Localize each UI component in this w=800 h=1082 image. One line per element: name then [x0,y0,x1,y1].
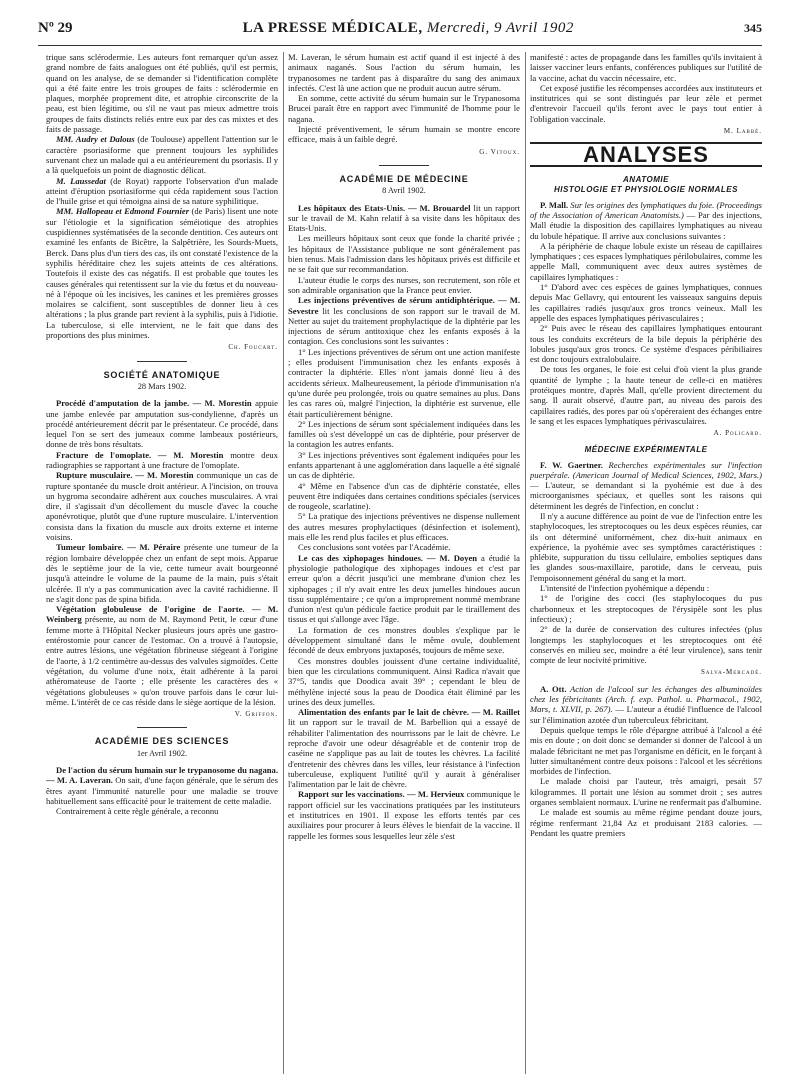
paragraph: A. Ott. Action de l'alcool sur les échanges des albuminoïdes chez les fébricitants (Arch. f. exp. Pathol. u. Pharmacol., 1902, Mars, t. XLVII, p. 267). — L'auteur a étudié l'influence de l'alcool sur l'élimination azotée d'un tuberculeux fébricitant. [530,683,762,725]
paragraph: 5° La pratique des injections préventives ne dispense nullement des autres mesures prophylactiques (désinfection et isolement), mais elle les rend plus faciles et plus efficaces. [288,511,520,543]
paragraph: Tumeur lombaire. — M. Péraire présente une tumeur de la région lombaire développée chez un enfant de sept mois. Apparue dès le septième jour de la vie, cette tumeur avait bourgeonné jusqu'à atteindre le volume de la paume de la main, puis s'était ulcérée. Il n'y a pas communication avec la cavité rachidienne. Il ne s'agit donc pas de spina bifida. [46,542,278,604]
page-header [38,20,762,42]
section-date: 8 Avril 1902. [382,186,426,196]
paragraph: Végétation globuleuse de l'origine de l'aorte. — M. Weinberg présente, au nom de M. Raymond Petit, le cœur d'une femme morte à l'Hôpital Necker plusieurs jours après une gastro-entérostomie pour cancer de l'estomac. On a trouvé à l'autopsie, entre autres lésions, une végétation fibrineuse siégeant à l'origine de l'aorte, à 1/2 centimètre au-dessus des valvules sigmoïdes. Cette végétation, du volume d'une noix, était adhérente à la paroi athéromateuse de l'aorte ; elle présente les caractères des « végétations globuleuses » qu'on trouve parfois dans le cœur lui-même. L'intérêt de ce cas réside dans le siège aortique de la lésion. [46,604,278,707]
paragraph: Rapport sur les vaccinations. — M. Hervieux communique le rapport officiel sur les vaccinations pratiquées par les instituteurs et institutrices en 1901. Il expose les efforts tentés par ces auxiliaires pour procurer à leurs élèves le bienfait de la vaccine. Il rappelle les formes sous lesquelles leur zèle s'est [288,789,520,841]
paragraph: Alimentation des enfants par le lait de chèvre. — M. Raillet lit un rapport sur le travail de M. Barbellion qui a essayé de réhabiliter l'alimentation des nourrissons par le lait de chèvre. Le reproche d'avoir une odeur désagréable et de contenir trop de caséine ne s'applique pas au lait de toutes les chèvres. La facilité d'entretenir des chèvres dans les villes, leur résistance à l'infection tuberculeuse, expliquent l'utilité qu'il y aurait à généraliser l'alimentation par le lait de chèvre. [288,707,520,790]
paragraph: 1° D'abord avec ces espèces de gaines lymphatiques, connues depuis Mac Gellavry, qui entourent les vaisseaux sanguins depuis les capillaires radiés jusqu'aux gros troncs veineux. Mall les appelle des espaces lymphatiques périvasculaires ; [530,282,762,323]
paragraph: Fracture de l'omoplate. — M. Morestin montre deux radiographies se rapportant à une fracture de l'omoplate. [46,449,278,470]
signature: M. Labbé. [723,127,762,136]
paragraph: Cet exposé justifie les récompenses accordées aux instituteurs et institutrices qui se sont distingués par leur zèle et permet d'entrevoir l'accueil qu'ils feront avec le pays tout entier à l'obligation vaccinale. [530,82,762,124]
paragraph: De l'action du sérum humain sur le trypanosome du nagana. — M. A. Laveran. On sait, d'une façon générale, que le sérum des êtres ayant l'immunité naturelle pour une maladie se trouve habituellement sans efficacité pour le traitement de cette maladie. [46,765,278,806]
paragraph: 3° Les injections préventives sont également indiquées pour les enfants appartenant à une agglomération dans laquelle a été signalé un cas de diphtérie. [288,449,520,481]
signature: G. Vitoux. [479,147,520,156]
section-heading: ACADÉMIE DE MÉDECINE [339,173,469,184]
paragraph: Injecté préventivement, le sérum humain se montre encore efficace, mais à un faible degré. [288,124,520,145]
column-rule [283,52,284,1074]
paragraph: La formation de ces monstres doubles s'explique par le développement simultané dans le même ovule, doublement fécondé de deux embryons juxtaposés, toujours de même sexe. [288,624,520,656]
paragraph: 4° Même en l'absence d'un cas de diphtérie constatée, elles peuvent être indiquées dans certaines conditions spéciales (services de rougeole, scarlatine). [288,480,520,512]
paragraph: 1° Les injections préventives de sérum ont une action manifeste ; elles produisent l'immunisation chez les enfants exposés à contracter la diphtérie. Elles n'ont jamais donné lieu à des accidents sérieux. Malheureusement, la période d'immunisation n'a qu'une durée peu prolongée, trois ou quatre semaines au plus. Dans les cas rares où, malgré l'injection, la diphtérie est survenue, elle était particulièrement bénigne. [288,346,520,419]
paragraph: L'auteur étudie le corps des nurses, son recrutement, son rôle et son admirable organisation que la France peut envier. [288,274,520,295]
section-date: 1er Avril 1902. [136,748,188,758]
paragraph: En somme, cette activité du sérum humain sur le Trypanosoma Brucei paraît être en rapport avec l'immunité de l'homme pour le nagana. [288,93,520,124]
journal-date: Mercredi, 9 Avril 1902 [426,20,574,36]
paragraph: Le malade choisi par l'auteur, très amaigri, pesait 57 kilogrammes. Il portait une lésion au sommet droit ; ses autres organes semblaient normaux. L'urine ne renfermait pas d'albumine. [530,776,762,807]
signature: Salva-Mercadé. [701,668,762,677]
paragraph: 2° Puis avec le réseau des capillaires lymphatiques entourant tous les conduits excréteurs de la bile depuis la périphérie des lobules jusqu'aux gros troncs. Ce système d'espaces péribiliaires est donc toujours extralobulaire. [530,323,762,365]
signature: V. Griffon. [234,710,278,719]
column-right [530,52,762,1074]
paragraph: MM. Hallopeau et Edmond Fournier (de Paris) lisent une note sur l'étiologie et la signification séméiotique des atrophies cuspidiennes systématisées de la seconde dentition. Ces auteurs ont examiné les enfants de Bicêtre, la Salpêtrière, les Sourds-Muets, Berck. Dans plus d'un tiers des cas, ils ont constaté l'existence de la syphilis héréditaire chez les sujets atteints de ces altérations. Toutefois il existe des cas négatifs. Il est probable que toutes les causes générales qui retentissent sur la vie du fœtus et du nouveau-né à l'époque où les incisives, les canines et les premières grosses molaires se calcifient, sont susceptibles de donner lieu à ces altérations ; la plus grande part revient à la syphilis, puis à l'idiotie. La tuberculose, si elle intervient, ne le fait que dans des proportions des plus minimes. [46,206,278,341]
column-rule [525,52,526,1074]
paragraph: Contrairement à cette règle générale, a reconnu [56,806,219,817]
paragraph: Le malade est soumis au même régime pendant douze jours, régime renfermant 21,84 Az et produisant 2183 calories. — Pendant les quatre premiers [530,807,762,838]
journal-title [243,20,574,37]
paragraph: Les injections préventives de sérum antidiphtérique. — M. Sevestre lit les conclusions de son rapport sur le travail de M. Netter au sujet du traitement prophylactique de la diphtérie par les injections de sérum antitoxique chez les enfants exposés à la contagion. Ces conclusions sont les suivantes : [288,295,520,347]
subsection-heading: ANATOMIE [623,174,669,184]
paragraph: Depuis quelque temps le rôle d'épargne attribué à l'alcool a été mis en doute ; on doit donc se demander si donner de l'alcool à un malade fébricitant ne met pas l'organisme en déficit, en le forçant à lutter simultanément contre deux poisons : l'alcool et les sécrétions morbides de l'infection. [530,724,762,777]
signature: A. Policard. [713,429,762,438]
paragraph: De tous les organes, le foie est celui d'où vient la plus grande quantité de lymphe ; la haute teneur de celle-ci en matières protéiques montre, d'après Mall, qu'elle provient directement du sang. Il aurait observé, d'autre part, au niveau des parois des capillaires radiés, des pores par où s'opéreraient des échanges entre le sang et les espaces lymphatiques périvasculaires. [530,364,762,426]
paragraph: Les hôpitaux des Etats-Unis. — M. Brouardel lit un rapport sur le travail de M. Kahn relatif à sa visite dans les hôpitaux des Etats-Unis. [288,202,520,234]
column-left [46,52,278,1074]
section-heading: SOCIÉTÉ ANATOMIQUE [103,369,221,380]
paragraph: Il n'y a aucune différence au point de vue de l'infection entre les staphylocoques, les streptocoques ou les deux espèces réunies, car ils ont déterminé uniformément, chez dix-huit animaux en expérience, la pyohémie avec ses symptômes caractéristiques : phlébite, suppuration du tissu cellulaire, embolies septiques dans les glandes sous-maxillaire, parotide, dans le cerveau, puis l'empoisonnement général du sang et la mort. [530,510,762,583]
paragraph: Le cas des xiphopages hindoues. — M. Doyen a étudié la physiologie pathologique des xiphopages indoues et c'est par erreur qu'on a décrit jusqu'ici une membrane d'union chez les xiphopages ; il n'y avait entre les deux jumelles hindoues aucun tissu supplémentaire ; ce qu'on a improprement nommé membrane d'union n'est qu'un pédicule factice produit par le tiraillement des tissus et qui s'allonge avec l'âge. [288,552,520,625]
paragraph: trique sans sclérodermie. Les auteurs font remarquer qu'un assez grand nombre de faits analogues ont été publiés, qu'il est permis, quand on les analyse, de se demander si l'identification complète qui a été faite entre les trois groupes de faits : sclérodermie en plaques, morphée proprement dite, et atrophie circonscrite de la peau, est bien légitime, ou s'il ne vaut pas mieux admettre trois groupes de faits distincts reliés entre eux par des cas mixtes et des faits de passage. [46,52,278,135]
paragraph: Les meilleurs hôpitaux sont ceux que fonde la charité privée ; les hôpitaux de l'Assistance publique ne sont généralement pas bien tenus. Mais l'admission dans les hôpitaux privés est difficile et ne se fait que sur recommandation. [288,233,520,275]
paragraph: F. W. Gaertner. Recherches expérimentales sur l'infection puerpérale. (American Journal of Medical Sciences, 1902, Mars.) — L'auteur, se demandant si la pyohémie est due à des microorganismes spéciaux, et quelles sont les raisons qui déterminent les degrés de l'infection, en conclut : [530,459,762,511]
header-rule [38,45,762,46]
column-middle [288,52,520,1074]
paragraph: Ces monstres doubles jouissent d'une certaine individualité, bien que les circulations communiquent. Ainsi Radica n'avait que 37°5, tandis que Doodica avait 39° ; cependant le bleu de méthylène injecté sous la peau de Doodica était éliminé par les urines des deux jumelles. [288,655,520,707]
paragraph: manifesté : actes de propagande dans les familles qu'ils invitaient à laisser vacciner leurs enfants, conférences publiques sur l'utilité de la vaccine, achat du vaccin nécessaire, etc. [530,52,762,83]
section-heading: ACADÉMIE DES SCIENCES [94,736,230,747]
paragraph: 2° Les injections de sérum sont spécialement indiquées dans les familles où s'est développé un cas de diphtérie, pour préserver de la contagion les autres enfants. [288,418,520,450]
journal-name: LA PRESSE MÉDICALE, [242,20,423,36]
paragraph: Ces conclusions sont votées par l'Académie. [298,542,451,553]
paragraph: M. Laveran, le sérum humain est actif quand il est injecté à des animaux naganés. Sous l'action du sérum humain, les trypanosomes ne tardent pas à disparaître du sang des animaux infectés. C'est là une action que ne produit aucun autre sérum. [288,52,520,93]
signature: Ch. Foucart. [228,343,278,352]
divider [137,361,187,362]
subsection-heading: HISTOLOGIE ET PHYSIOLOGIE NORMALES [554,184,738,194]
divider [137,727,187,728]
divider [379,165,429,166]
page-number: 345 [743,21,762,35]
section-date: 28 Mars 1902. [137,381,187,391]
paragraph: M. Laussedat (de Royat) rapporte l'observation d'un malade atteint d'éruption psoriasiforme qui céda rapidement sous l'action de l'huile grise et qui témoigna ainsi de sa nature syphilitique. [46,175,278,207]
paragraph: A la périphérie de chaque lobule existe un réseau de capillaires lymphatiques ; ces espaces lymphatiques périlobulaires, comme les appelle Mall, communiquent avec deux autres systèmes de capillaires lymphatiques : [530,240,762,282]
analyses-heading: ANALYSES [530,142,762,166]
subsection-heading: MÉDECINE EXPÉRIMENTALE [584,444,708,454]
paragraph: 1° de l'origine des cocci (les staphylocoques du pus charbonneux et les streptocoques de l'érysipèle sont les plus infectieux) ; [530,593,762,624]
paragraph: Procédé d'amputation de la jambe. — M. Morestin appuie une jambe enlevée par amputation sus-condylienne, d'après un procédé antérieurement décrit par le présentateur. Ce procédé, dans lequel l'on se sert des jumeaux comme lambeaux postérieurs, donne de très bons résultats. [46,398,278,450]
paragraph: L'intensité de l'infection pyohémique a dépendu : [540,583,710,594]
issue-number: Nº 29 [38,20,73,36]
paragraph: 2° de la durée de conservation des cultures infectées (plus longtemps les staphylocoques et les streptocoques ont été conservés en milieu sec, moindre a été leur virulence), sans tenir compte de leur nocivité primitive. [530,624,762,666]
paragraph: Rupture musculaire. — M. Morestin communique un cas de rupture spontanée du muscle droit antérieur. A l'incision, on trouva un hygroma secondaire adhérent aux couches musculaires. A vrai dire, il s'agissait d'un décollement du muscle d'avec la couche aponévrotique, plutôt que d'une rupture musculaire. L'intervention consista dans la fixation du muscle aux droits externe et interne voisins. [46,470,278,543]
paragraph: MM. Audry et Dalous (de Toulouse) appellent l'attention sur le caractère psoriasiforme que prennent toujours les syphilides survenant chez un malade qui a eu antérieurement du psoriasis. Il y a là quelquefois un point de diagnostic délicat. [46,134,278,176]
paragraph: P. Mall. Sur les origines des lymphatiques du foie. (Proceedings of the Association of American Anatomists.) — Par des injections, Mall étudie la disposition des capillaires lymphatiques au niveau du lobule hépatique. Il arrive aux conclusions suivantes : [530,199,762,241]
